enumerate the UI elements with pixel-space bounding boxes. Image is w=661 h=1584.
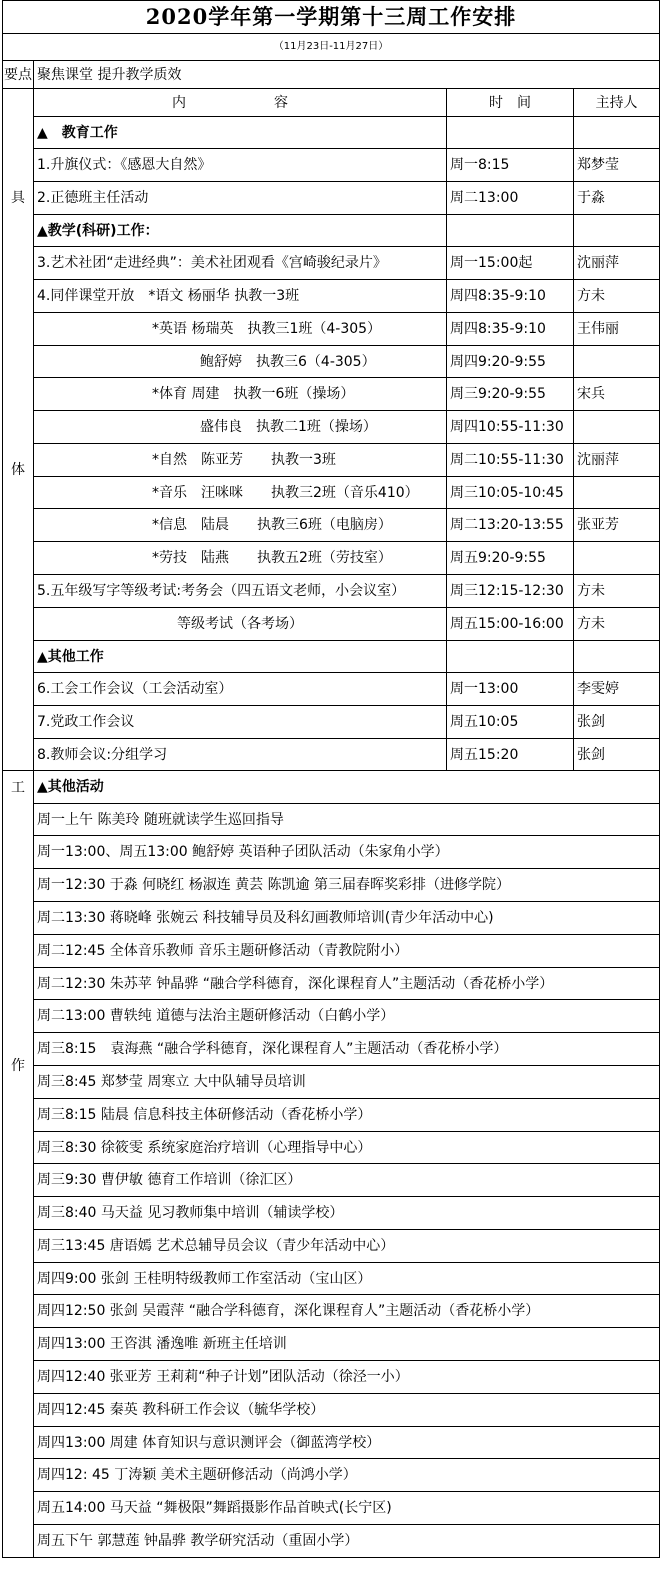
focus-label: 要点 bbox=[3, 61, 34, 89]
row-content: *体育 周建 执教一6班（操场） bbox=[34, 378, 447, 411]
row-host: 方未 bbox=[574, 280, 660, 313]
activity-row: 周一上午 陈美玲 随班就读学生巡回指导 bbox=[34, 804, 660, 836]
row-content: 5.五年级写字等级考试:考务会（四五语文老师，小会议室） bbox=[34, 575, 447, 608]
row-host: 郑梦莹 bbox=[574, 149, 660, 182]
row-time: 周四9:20-9:55 bbox=[447, 346, 574, 378]
activity-row: 周四12:50 张剑 吴霞萍 “融合学科德育，深化课程育人”主题活动（香花桥小学） bbox=[34, 1295, 660, 1328]
activity-row: 周五下午 郭慧莲 钟晶骅 教学研究活动（重固小学） bbox=[34, 1525, 660, 1558]
row-time: 周二13:00 bbox=[447, 182, 574, 215]
activity-row: 周三8:40 马天益 见习教师集中培训（辅读学校） bbox=[34, 1197, 660, 1230]
activity-row: 周三8:15 陆晨 信息科技主体研修活动（香花桥小学） bbox=[34, 1099, 660, 1132]
side-char-gong: 工 bbox=[11, 780, 25, 796]
row-content: 4.同伴课堂开放 *语文 杨丽华 执教一3班 bbox=[34, 280, 447, 313]
empty-cell bbox=[574, 215, 660, 247]
row-time: 周三12:15-12:30 bbox=[447, 575, 574, 608]
empty-cell bbox=[447, 117, 574, 149]
row-time: 周四8:35-9:10 bbox=[447, 280, 574, 313]
header-time: 时 间 bbox=[447, 89, 574, 117]
row-content: 等级考试（各考场） bbox=[34, 608, 447, 641]
row-host: 宋兵 bbox=[574, 378, 660, 411]
activity-row: 周四9:00 张剑 王桂明特级教师工作室活动（宝山区） bbox=[34, 1263, 660, 1295]
row-content: *英语 杨瑞英 执教三1班（4-305） bbox=[34, 313, 447, 346]
row-content: 6.工会工作会议（工会活动室） bbox=[34, 673, 447, 706]
activity-row: 周三8:45 郑梦莹 周寒立 大中队辅导员培训 bbox=[34, 1066, 660, 1099]
row-content: *劳技 陆燕 执教五2班（劳技室） bbox=[34, 542, 447, 575]
activity-row: 周二12:45 全体音乐教师 音乐主题研修活动（青教院附小） bbox=[34, 935, 660, 968]
activity-row: 周一12:30 于淼 何晓红 杨淑连 黄芸 陈凯逾 第三届春晖奖彩排（进修学院） bbox=[34, 869, 660, 902]
row-host bbox=[574, 477, 660, 509]
schedule-table bbox=[2, 0, 660, 1558]
row-host bbox=[574, 411, 660, 444]
activity-row: 周四12: 45 丁涛颖 美术主题研修活动（尚鸿小学） bbox=[34, 1459, 660, 1492]
side-char-ti: 体 bbox=[11, 461, 25, 478]
row-content: 2.正德班主任活动 bbox=[34, 182, 447, 215]
activity-row: 周五14:00 马天益 “舞极限”舞蹈摄影作品首映式(长宁区) bbox=[34, 1492, 660, 1525]
row-host: 张亚芳 bbox=[574, 509, 660, 542]
side-char-zuo: 作 bbox=[11, 1058, 25, 1074]
header-host: 主持人 bbox=[574, 89, 660, 117]
row-content: 3.艺术社团“走进经典”：美术社团观看《宫崎骏纪录片》 bbox=[34, 247, 447, 280]
activity-row: 周二13:00 曹轶纯 道德与法治主题研修活动（白鹤小学） bbox=[34, 1000, 660, 1033]
side-label-block2 bbox=[3, 771, 34, 1558]
row-content: 7.党政工作会议 bbox=[34, 706, 447, 739]
row-time: 周五15:20 bbox=[447, 739, 574, 771]
side-label-block1 bbox=[3, 117, 34, 771]
row-host: 方未 bbox=[574, 608, 660, 641]
activity-row: 周四12:40 张亚芳 王莉莉“种子计划”团队活动（徐泾一小） bbox=[34, 1361, 660, 1394]
activity-row: 周一13:00、周五13:00 鲍舒婷 英语种子团队活动（朱家角小学） bbox=[34, 836, 660, 869]
row-host: 沈丽萍 bbox=[574, 247, 660, 280]
row-time: 周一15:00起 bbox=[447, 247, 574, 280]
row-time: 周四10:55-11:30 bbox=[447, 411, 574, 444]
section-education: ▲ 教育工作 bbox=[34, 117, 447, 149]
row-time: 周三10:05-10:45 bbox=[447, 477, 574, 509]
row-host: 于淼 bbox=[574, 182, 660, 215]
row-time: 周四8:35-9:10 bbox=[447, 313, 574, 346]
section-other-work: ▲其他工作 bbox=[34, 641, 447, 673]
row-time: 周二13:20-13:55 bbox=[447, 509, 574, 542]
row-time: 周五10:05 bbox=[447, 706, 574, 739]
activity-row: 周二12:30 朱苏苹 钟晶骅 “融合学科德育，深化课程育人”主题活动（香花桥小学） bbox=[34, 968, 660, 1000]
section-teaching: ▲教学(科研)工作： bbox=[34, 215, 447, 247]
activity-row: 周三9:30 曹伊敏 德育工作培训（徐汇区） bbox=[34, 1164, 660, 1197]
row-host bbox=[574, 346, 660, 378]
header-content: 内 容 bbox=[34, 89, 447, 117]
row-content: 8.教师会议:分组学习 bbox=[34, 739, 447, 771]
page-title: 2020学年第一学期第十三周工作安排 bbox=[3, 1, 660, 34]
activity-row: 周四13:00 周建 体育知识与意识测评会（御蓝湾学校） bbox=[34, 1427, 660, 1459]
row-content: *信息 陆晨 执教三6班（电脑房） bbox=[34, 509, 447, 542]
focus-text: 聚焦课堂 提升教学质效 bbox=[34, 61, 660, 89]
side-blank-cell bbox=[3, 89, 34, 117]
row-time: 周一8:15 bbox=[447, 149, 574, 182]
row-content: *音乐 汪咪咪 执教三2班（音乐410） bbox=[34, 477, 447, 509]
empty-cell bbox=[447, 641, 574, 673]
activity-row: 周四13:00 王咨淇 潘逸唯 新班主任培训 bbox=[34, 1328, 660, 1361]
row-content: 鲍舒婷 执教三6（4-305） bbox=[34, 346, 447, 378]
row-host: 张剑 bbox=[574, 739, 660, 771]
row-time: 周五9:20-9:55 bbox=[447, 542, 574, 575]
row-time: 周五15:00-16:00 bbox=[447, 608, 574, 641]
row-host: 李雯婷 bbox=[574, 673, 660, 706]
row-time: 周三9:20-9:55 bbox=[447, 378, 574, 411]
side-char-ju: 具 bbox=[11, 189, 25, 206]
date-range-subtitle: （11月23日-11月27日） bbox=[3, 34, 660, 61]
row-host: 沈丽萍 bbox=[574, 444, 660, 477]
empty-cell bbox=[447, 215, 574, 247]
row-host: 方未 bbox=[574, 575, 660, 608]
activity-row: 周三8:30 徐筱雯 系统家庭治疗培训（心理指导中心） bbox=[34, 1132, 660, 1164]
row-time: 周一13:00 bbox=[447, 673, 574, 706]
activity-row: 周三13:45 唐语嫣 艺术总辅导员会议（青少年活动中心） bbox=[34, 1230, 660, 1263]
row-content: *自然 陈亚芳 执教一3班 bbox=[34, 444, 447, 477]
row-host: 王伟丽 bbox=[574, 313, 660, 346]
row-time: 周二10:55-11:30 bbox=[447, 444, 574, 477]
row-host bbox=[574, 542, 660, 575]
activity-row: 周二13:30 蒋晓峰 张婉云 科技辅导员及科幻画教师培训(青少年活动中心) bbox=[34, 902, 660, 935]
row-host: 张剑 bbox=[574, 706, 660, 739]
activity-row: 周三8:15 袁海燕 “融合学科德育，深化课程育人”主题活动（香花桥小学） bbox=[34, 1033, 660, 1066]
empty-cell bbox=[574, 641, 660, 673]
row-content: 1.升旗仪式：《感恩大自然》 bbox=[34, 149, 447, 182]
activity-row: 周四12:45 秦英 教科研工作会议（毓华学校） bbox=[34, 1394, 660, 1427]
empty-cell bbox=[574, 117, 660, 149]
section-other-activities: ▲其他活动 bbox=[34, 771, 660, 804]
row-content: 盛伟良 执教二1班（操场） bbox=[34, 411, 447, 444]
